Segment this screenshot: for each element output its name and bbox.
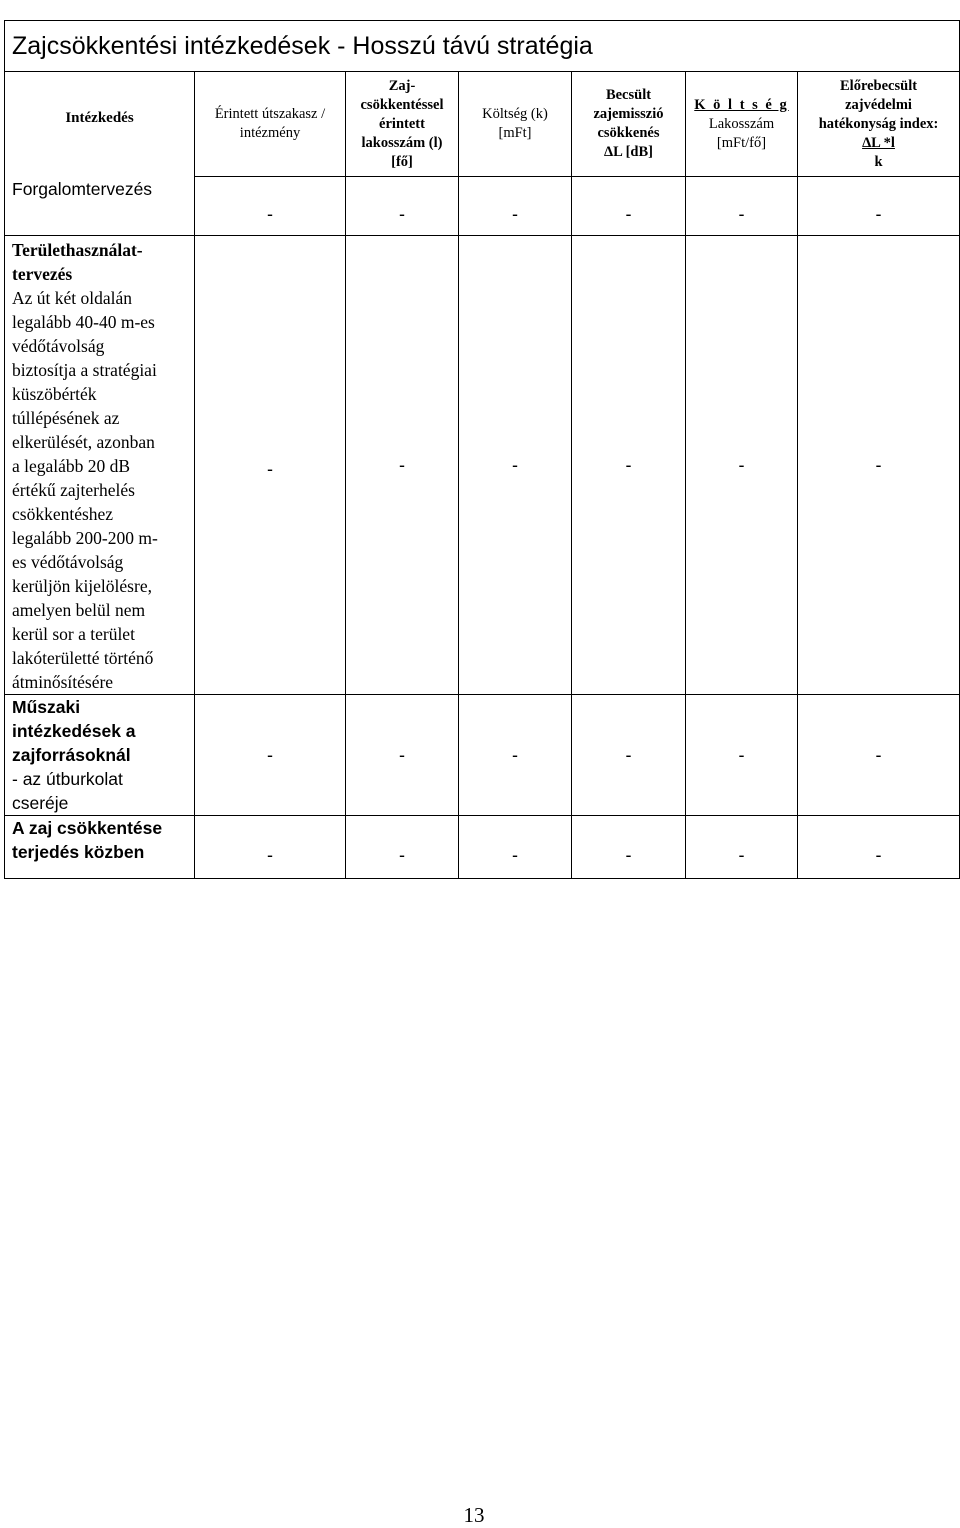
header-efficiency (798, 72, 960, 177)
header-per-capita-line: [mFt/fő] (716, 134, 767, 151)
measure-body-line: védőtávolság (12, 336, 105, 356)
header-section (195, 72, 346, 177)
header-row (5, 72, 960, 177)
measure-body-line: lakóterületté történő (12, 648, 154, 668)
header-emission-unit: ΔL [dB] (604, 144, 653, 160)
value-cell: - (686, 816, 798, 879)
header-affected-line: érintett (379, 115, 425, 132)
measure-title: Forgalomtervezés (12, 178, 153, 199)
header-efficiency-line: hatékonyság index: (818, 115, 939, 132)
header-section-text: Érintett útszakasz / intézmény (214, 106, 326, 141)
header-efficiency-denominator: k (874, 153, 883, 170)
value-cell: - (195, 816, 346, 879)
measure-title: Műszaki (12, 697, 81, 717)
header-affected-line: Zaj- (388, 77, 416, 94)
header-affected-line: lakosszám (l) (361, 134, 443, 151)
measure-body-line: cseréje (12, 793, 69, 813)
value-cell: - (346, 816, 459, 879)
value-cell: - (459, 177, 572, 236)
table-row (5, 816, 960, 879)
measure-body-line: biztosítja a stratégiai (12, 360, 157, 380)
measure-body-line: csökkentéshez (12, 504, 114, 524)
header-per-capita-line: Lakosszám (708, 115, 775, 132)
value-cell: - (459, 695, 572, 816)
value-cell: - (572, 236, 686, 695)
measure-title: zajforrásoknál (12, 745, 131, 765)
header-emission (572, 72, 686, 177)
measure-body-line: túllépésének az (12, 408, 120, 428)
document-page (4, 20, 959, 879)
header-cost-line: Költség (k) (482, 106, 548, 122)
table-row (5, 695, 960, 816)
value-cell: - (346, 177, 459, 236)
title-row (5, 21, 960, 72)
measure-body-line: értékű zajterhelés (12, 480, 135, 500)
value-cell: - (459, 236, 572, 695)
value-cell: - (346, 695, 459, 816)
value-cell: - (686, 177, 798, 236)
measure-body-line: amelyen belül nem (12, 600, 146, 620)
measure-body-line: kerüljön kijelölésre, (12, 576, 152, 596)
measure-body-line: a legalább 20 dB (12, 456, 131, 476)
value-cell: - (798, 816, 960, 879)
value-cell: - (686, 236, 798, 695)
header-per-capita (686, 72, 798, 177)
value-cell: - (572, 816, 686, 879)
value-cell: - (686, 695, 798, 816)
value-cell: - (572, 177, 686, 236)
header-emission-line: Becsült (605, 87, 652, 103)
value-cell: - (195, 236, 346, 695)
value-cell: - (798, 177, 960, 236)
measure-title: A zaj csökkentése (12, 818, 163, 838)
header-affected-line: csökkentéssel (360, 96, 444, 113)
measure-title: intézkedések a (12, 721, 136, 741)
measure-title: Területhasználat- (12, 240, 143, 260)
value-cell: - (572, 695, 686, 816)
table-row (5, 236, 960, 695)
header-per-capita-title: K ö l t s é g (694, 96, 789, 113)
page-number: 13 (463, 1503, 485, 1527)
measure-body-line: kerül sor a terület (12, 624, 135, 644)
header-measure-cell (5, 72, 195, 177)
header-emission-line: csökkenés (597, 125, 660, 141)
measure-body-line: küszöbérték (12, 384, 97, 404)
measure-body-line: legalább 40-40 m-es (12, 312, 155, 332)
header-affected-line: [fő] (391, 153, 413, 170)
measure-body-line: átminősítésére (12, 672, 114, 692)
header-efficiency-formula: ΔL *l (862, 134, 895, 151)
value-cell: - (459, 816, 572, 879)
header-measure: Intézkedés (65, 110, 134, 126)
value-cell: - (798, 695, 960, 816)
header-affected (346, 72, 459, 177)
value-cell: - (798, 236, 960, 695)
measure-title: tervezés (12, 264, 73, 284)
table-title: Zajcsökkentési intézkedések - Hosszú távú stratégia (5, 21, 960, 72)
measure-body-line: - az útburkolat (12, 769, 123, 789)
value-cell: - (195, 177, 346, 236)
value-cell: - (346, 236, 459, 695)
measure-cell (5, 177, 195, 236)
value-cell: - (195, 695, 346, 816)
measure-body-line: legalább 200-200 m- (12, 528, 158, 548)
measure-cell (5, 236, 195, 695)
measure-body-line: elkerülését, azonban (12, 432, 155, 452)
header-efficiency-line: zajvédelmi (845, 96, 912, 113)
measure-body-line: es védőtávolság (12, 552, 124, 572)
header-cost-line: [mFt] (498, 125, 532, 141)
table-row (5, 177, 960, 236)
measure-title: terjedés közben (12, 842, 145, 862)
header-efficiency-line: Előrebecsült (840, 77, 918, 94)
measure-cell (5, 816, 195, 879)
measure-cell (5, 695, 195, 816)
measure-body-line: Az út két oldalán (12, 288, 133, 308)
measures-table (4, 20, 960, 879)
header-cost (459, 72, 572, 177)
header-emission-line: zajemisszió (593, 106, 664, 122)
